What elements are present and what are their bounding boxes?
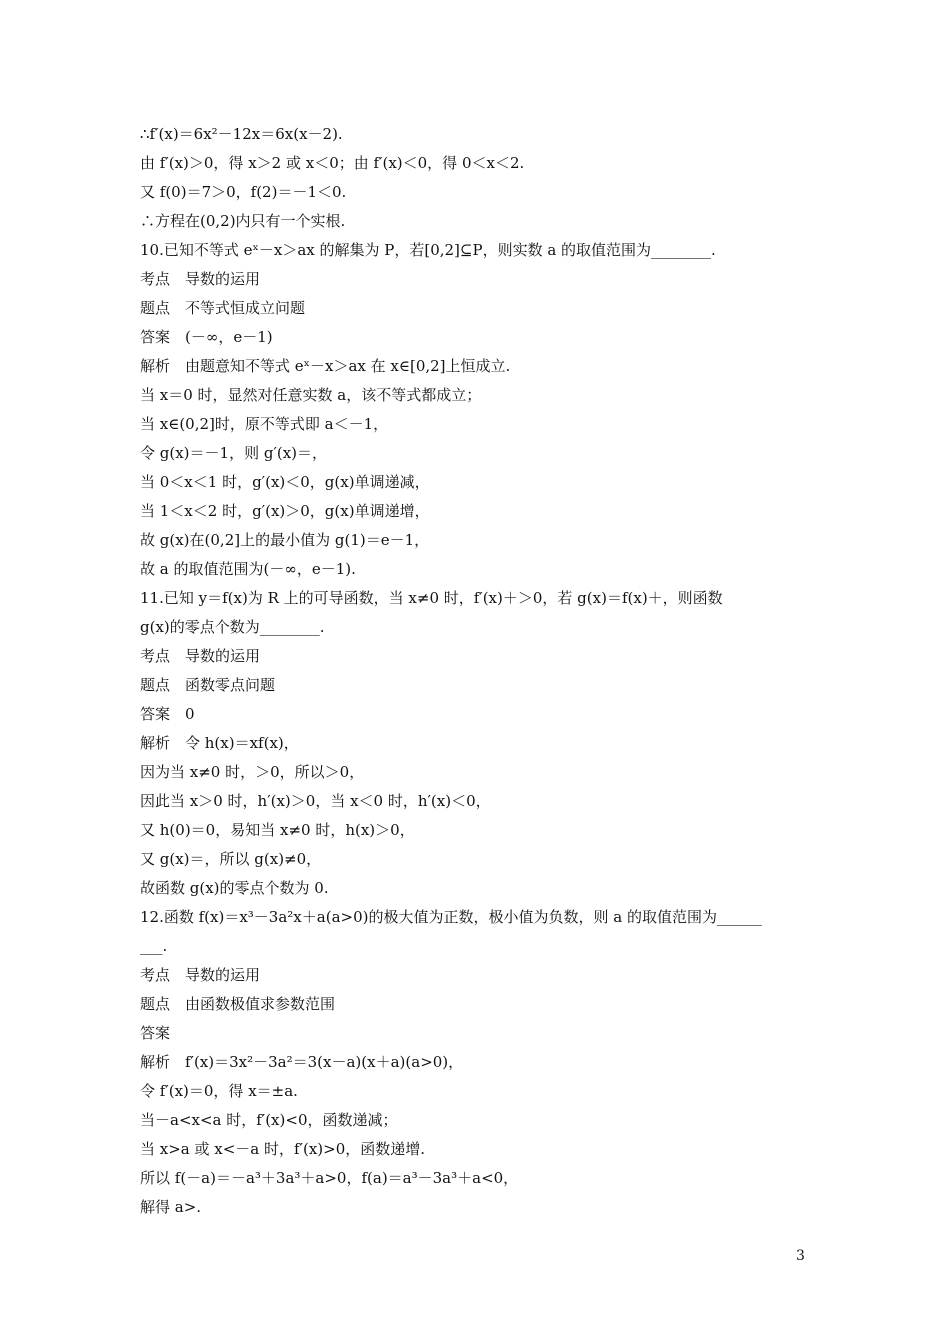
text-line: ∴方程在(0,2)内只有一个实根. bbox=[140, 212, 346, 230]
question-10: 10.已知不等式 eˣ－x＞ax 的解集为 P，若[0,2]⊆P，则实数 a 的取值范围为________. bbox=[140, 241, 716, 259]
text-line: 解析 f′(x)＝3x²－3a²＝3(x－a)(x＋a)(a>0)， bbox=[140, 1053, 464, 1071]
text-line: g(x)的零点个数为________. bbox=[140, 618, 325, 636]
text-line: 当 x∈(0,2]时，原不等式即 a＜－1， bbox=[140, 415, 389, 433]
answer-line: 答案 (－∞，e－1) bbox=[140, 328, 273, 346]
text-line: 当－a<x<a 时，f′(x)<0，函数递减； bbox=[140, 1111, 398, 1129]
text-line: 当 1＜x＜2 时，g′(x)＞0，g(x)单调递增， bbox=[140, 502, 430, 520]
text-line: 故函数 g(x)的零点个数为 0. bbox=[140, 879, 329, 897]
text-line: 又 g(x)＝，所以 g(x)≠0， bbox=[140, 850, 322, 868]
text-line: 故 a 的取值范围为(－∞，e－1). bbox=[140, 560, 356, 578]
text-line: ∴f′(x)＝6x²－12x＝6x(x－2). bbox=[140, 125, 343, 143]
text-line: 当 0＜x＜1 时，g′(x)＜0，g(x)单调递减， bbox=[140, 473, 430, 491]
text-line: 解得 a>. bbox=[140, 1198, 202, 1216]
answer-line: 答案 0 bbox=[140, 705, 195, 723]
solution-text bbox=[140, 120, 820, 1222]
text-line: 令 f′(x)＝0，得 x＝±a. bbox=[140, 1082, 298, 1100]
text-line: 考点 导数的运用 bbox=[140, 966, 261, 984]
text-line: 故 g(x)在(0,2]上的最小值为 g(1)＝e－1， bbox=[140, 531, 430, 549]
text-line: 考点 导数的运用 bbox=[140, 647, 261, 665]
text-line: 当 x>a 或 x<－a 时，f′(x)>0，函数递增. bbox=[140, 1140, 426, 1158]
text-line: 解析 由题意知不等式 eˣ－x＞ax 在 x∈[0,2]上恒成立. bbox=[140, 357, 511, 375]
question-11: 11.已知 y＝f(x)为 R 上的可导函数，当 x≠0 时，f′(x)＋＞0，若 g(x)＝f(x)＋，则函数 bbox=[140, 589, 723, 607]
page-number: 3 bbox=[796, 1248, 805, 1264]
text-line: 解析 令 h(x)＝xf(x)， bbox=[140, 734, 299, 752]
text-line: 又 h(0)＝0，易知当 x≠0 时，h(x)＞0， bbox=[140, 821, 415, 839]
text-line: 所以 f(－a)＝－a³＋3a³＋a>0，f(a)＝a³－3a³＋a<0， bbox=[140, 1169, 519, 1187]
text-line: 当 x＝0 时，显然对任意实数 a，该不等式都成立； bbox=[140, 386, 482, 404]
answer-line: 答案 bbox=[140, 1024, 171, 1042]
question-12: 12.函数 f(x)＝x³－3a²x＋a(a>0)的极大值为正数，极小值为负数，则 a 的取值范围为______ bbox=[140, 908, 762, 926]
text-line: 因为当 x≠0 时，＞0，所以＞0， bbox=[140, 763, 365, 781]
text-line: 因此当 x＞0 时，h′(x)＞0，当 x＜0 时，h′(x)＜0， bbox=[140, 792, 491, 810]
text-line: 令 g(x)＝－1，则 g′(x)＝， bbox=[140, 444, 328, 462]
text-line: 题点 不等式恒成立问题 bbox=[140, 299, 306, 317]
text-line: 题点 函数零点问题 bbox=[140, 676, 276, 694]
text-line: 考点 导数的运用 bbox=[140, 270, 261, 288]
text-line: 题点 由函数极值求参数范围 bbox=[140, 995, 336, 1013]
text-line: ___. bbox=[140, 937, 168, 955]
text-line: 由 f′(x)＞0，得 x＞2 或 x＜0；由 f′(x)＜0，得 0＜x＜2. bbox=[140, 154, 525, 172]
text-line: 又 f(0)＝7＞0，f(2)＝－1＜0. bbox=[140, 183, 347, 201]
